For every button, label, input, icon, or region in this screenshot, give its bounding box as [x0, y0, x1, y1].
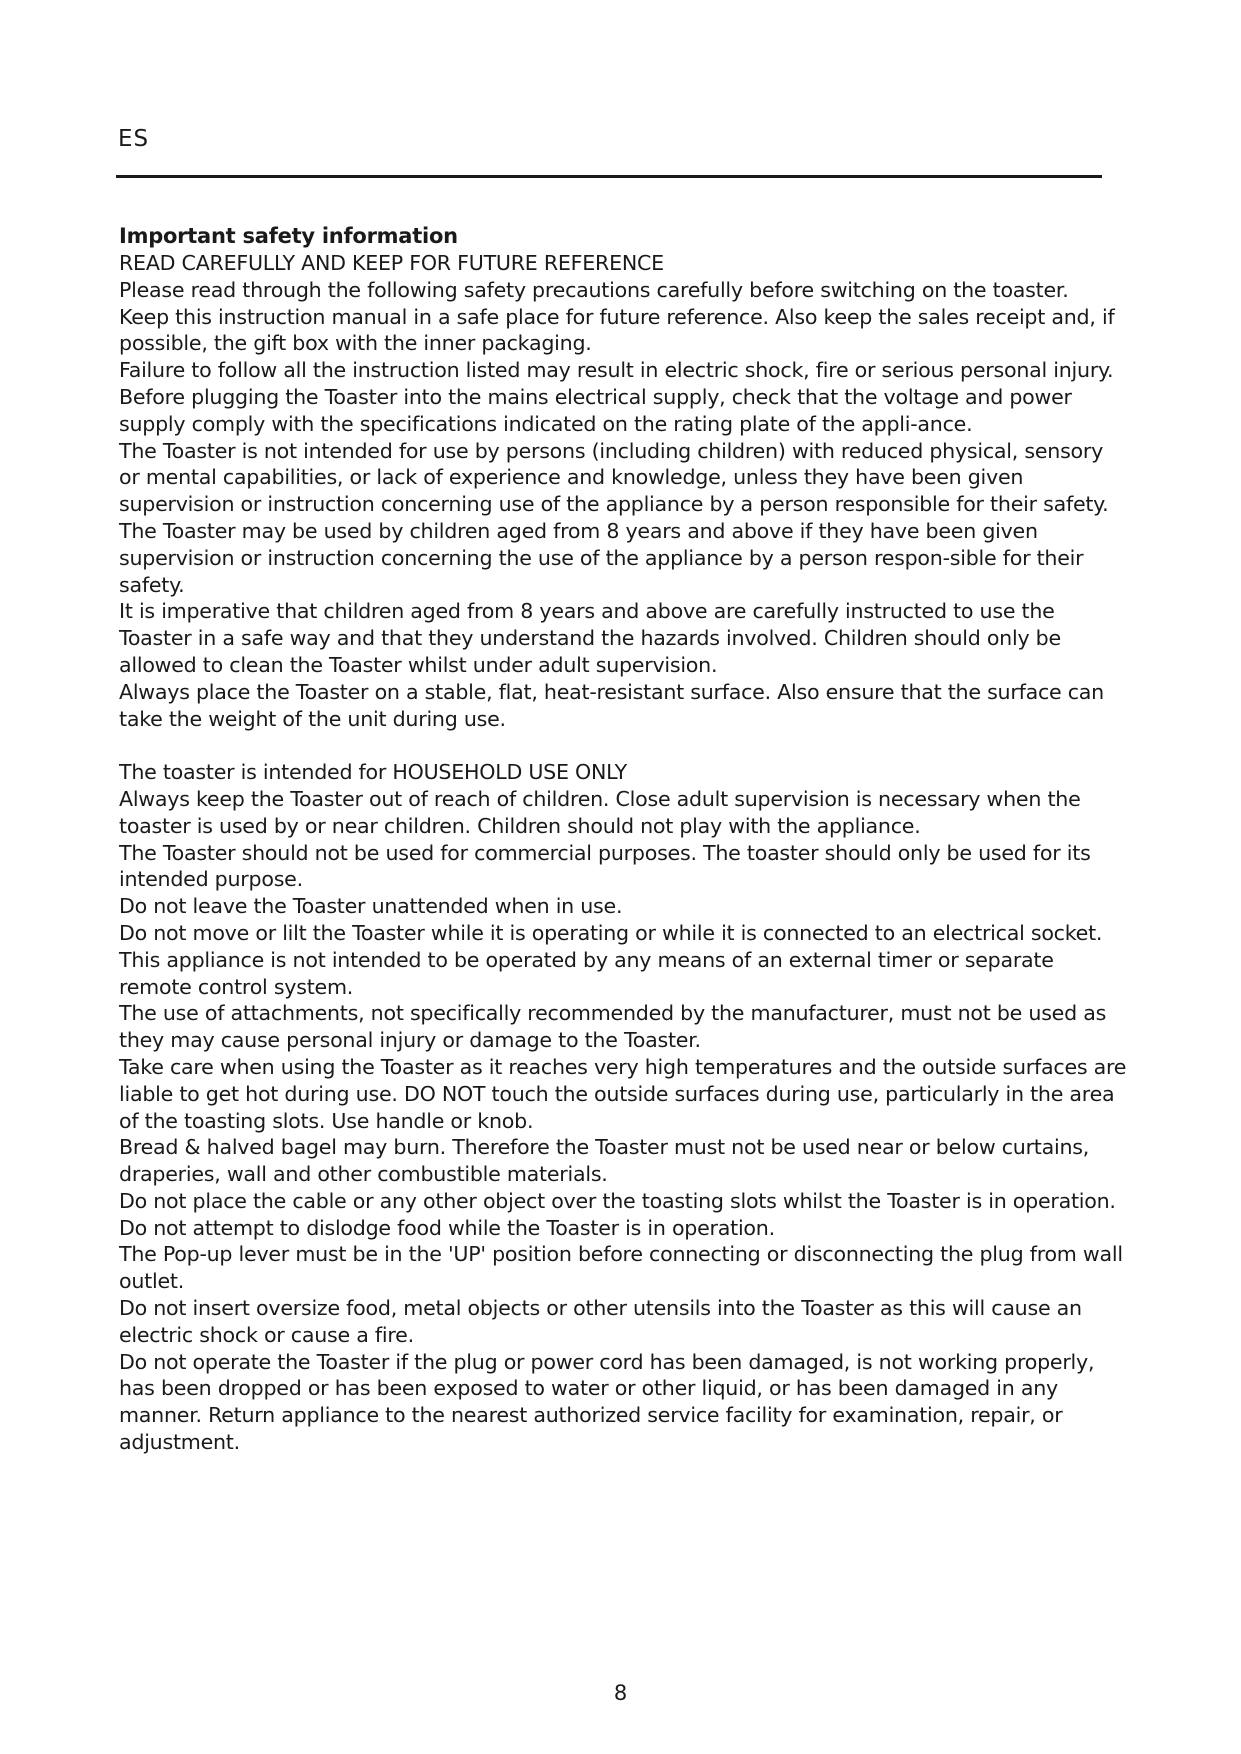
paragraph: Please read through the following safety precautions carefully before switching on the toaster. [119, 277, 1069, 302]
paragraph-spacer [119, 732, 1129, 759]
language-code: ES [118, 126, 150, 152]
paragraph: Do not place the cable or any other object over the toasting slots whilst the Toaster is in operation. [119, 1188, 1116, 1213]
paragraph: Do not operate the Toaster if the plug or power cord has been damaged, is not working properly, has been dropped or has been exposed to water or other liquid, or has been damaged in any manner. Return appliance to the nearest authorized service facility for examination, repair, or adjustment. [119, 1349, 1095, 1455]
paragraph: The Toaster is not intended for use by persons (including children) with reduced physical, sensory or mental capabilities, or lack of experience and knowledge, unless they have been given supervision or instruction concerning use of the appliance by a person responsible for their safety. [119, 438, 1109, 517]
paragraph: Always keep the Toaster out of reach of children. Close adult supervision is necessary when the toaster is used by or near children. Children should not play with the appliance. [119, 786, 1081, 838]
page-number: 8 [613, 1681, 628, 1705]
paragraph: It is imperative that children aged from 8 years and above are carefully instructed to use the Toaster in a safe way and that they understand the hazards involved. Children should only be allowed to clean the Toaster whilst under adult supervision. [119, 599, 1061, 677]
paragraph: Do not attempt to dislodge food while the Toaster is in operation. [119, 1215, 775, 1240]
paragraph: The Toaster should not be used for commercial purposes. The toaster should only be used for its intended purpose. [119, 840, 1091, 892]
header-divider [116, 175, 1102, 178]
paragraph: The toaster is intended for HOUSEHOLD USE ONLY [119, 760, 627, 785]
paragraph: READ CAREFULLY AND KEEP FOR FUTURE REFERENCE [119, 251, 664, 275]
paragraph: Keep this instruction manual in a safe place for future reference. Also keep the sales receipt and, if possible, the gift box with the inner packaging. [119, 304, 1115, 356]
paragraph: Failure to follow all the instruction listed may result in electric shock, fire or serious personal injury. [119, 358, 1114, 383]
paragraph: Do not insert oversize food, metal objects or other utensils into the Toaster as this will cause an electric shock or cause a fire. [119, 1296, 1082, 1347]
paragraph: Always place the Toaster on a stable, flat, heat-resistant surface. Also ensure that the surface can take the weight of the unit during use. [119, 679, 1104, 731]
paragraph: Take care when using the Toaster as it reaches very high temperatures and the outside surfaces are liable to get hot during use. DO NOT touch the outside surfaces during use, particularly in the area of the toasting slots. Use handle or knob. [119, 1054, 1127, 1133]
section-title: Important safety information [119, 224, 458, 248]
paragraph: The Toaster may be used by children aged from 8 years and above if they have been given supervision or instruction concerning the use of the appliance by a person respon-sible for their safety. [119, 518, 1084, 597]
paragraph: This appliance is not intended to be operated by any means of an external timer or separate remote control system. [119, 947, 1054, 999]
paragraph: Do not leave the Toaster unattended when in use. [119, 894, 623, 919]
paragraph: The use of attachments, not specifically recommended by the manufacturer, must not be used as they may cause personal injury or damage to the Toaster. [119, 1001, 1107, 1053]
paragraph: Before plugging the Toaster into the mains electrical supply, check that the voltage and power supply comply with the specifications indicated on the rating plate of the appli-ance. [119, 384, 1072, 436]
paragraph: Do not move or lilt the Toaster while it is operating or while it is connected to an electrical socket. [119, 920, 1103, 945]
paragraph: Bread & halved bagel may burn. Therefore the Toaster must not be used near or below curtains, draperies, wall and other combustible materials. [119, 1135, 1090, 1187]
safety-section [119, 222, 1129, 1456]
paragraph: The Pop-up lever must be in the 'UP' position before connecting or disconnecting the plug from wall outlet. [119, 1242, 1123, 1294]
